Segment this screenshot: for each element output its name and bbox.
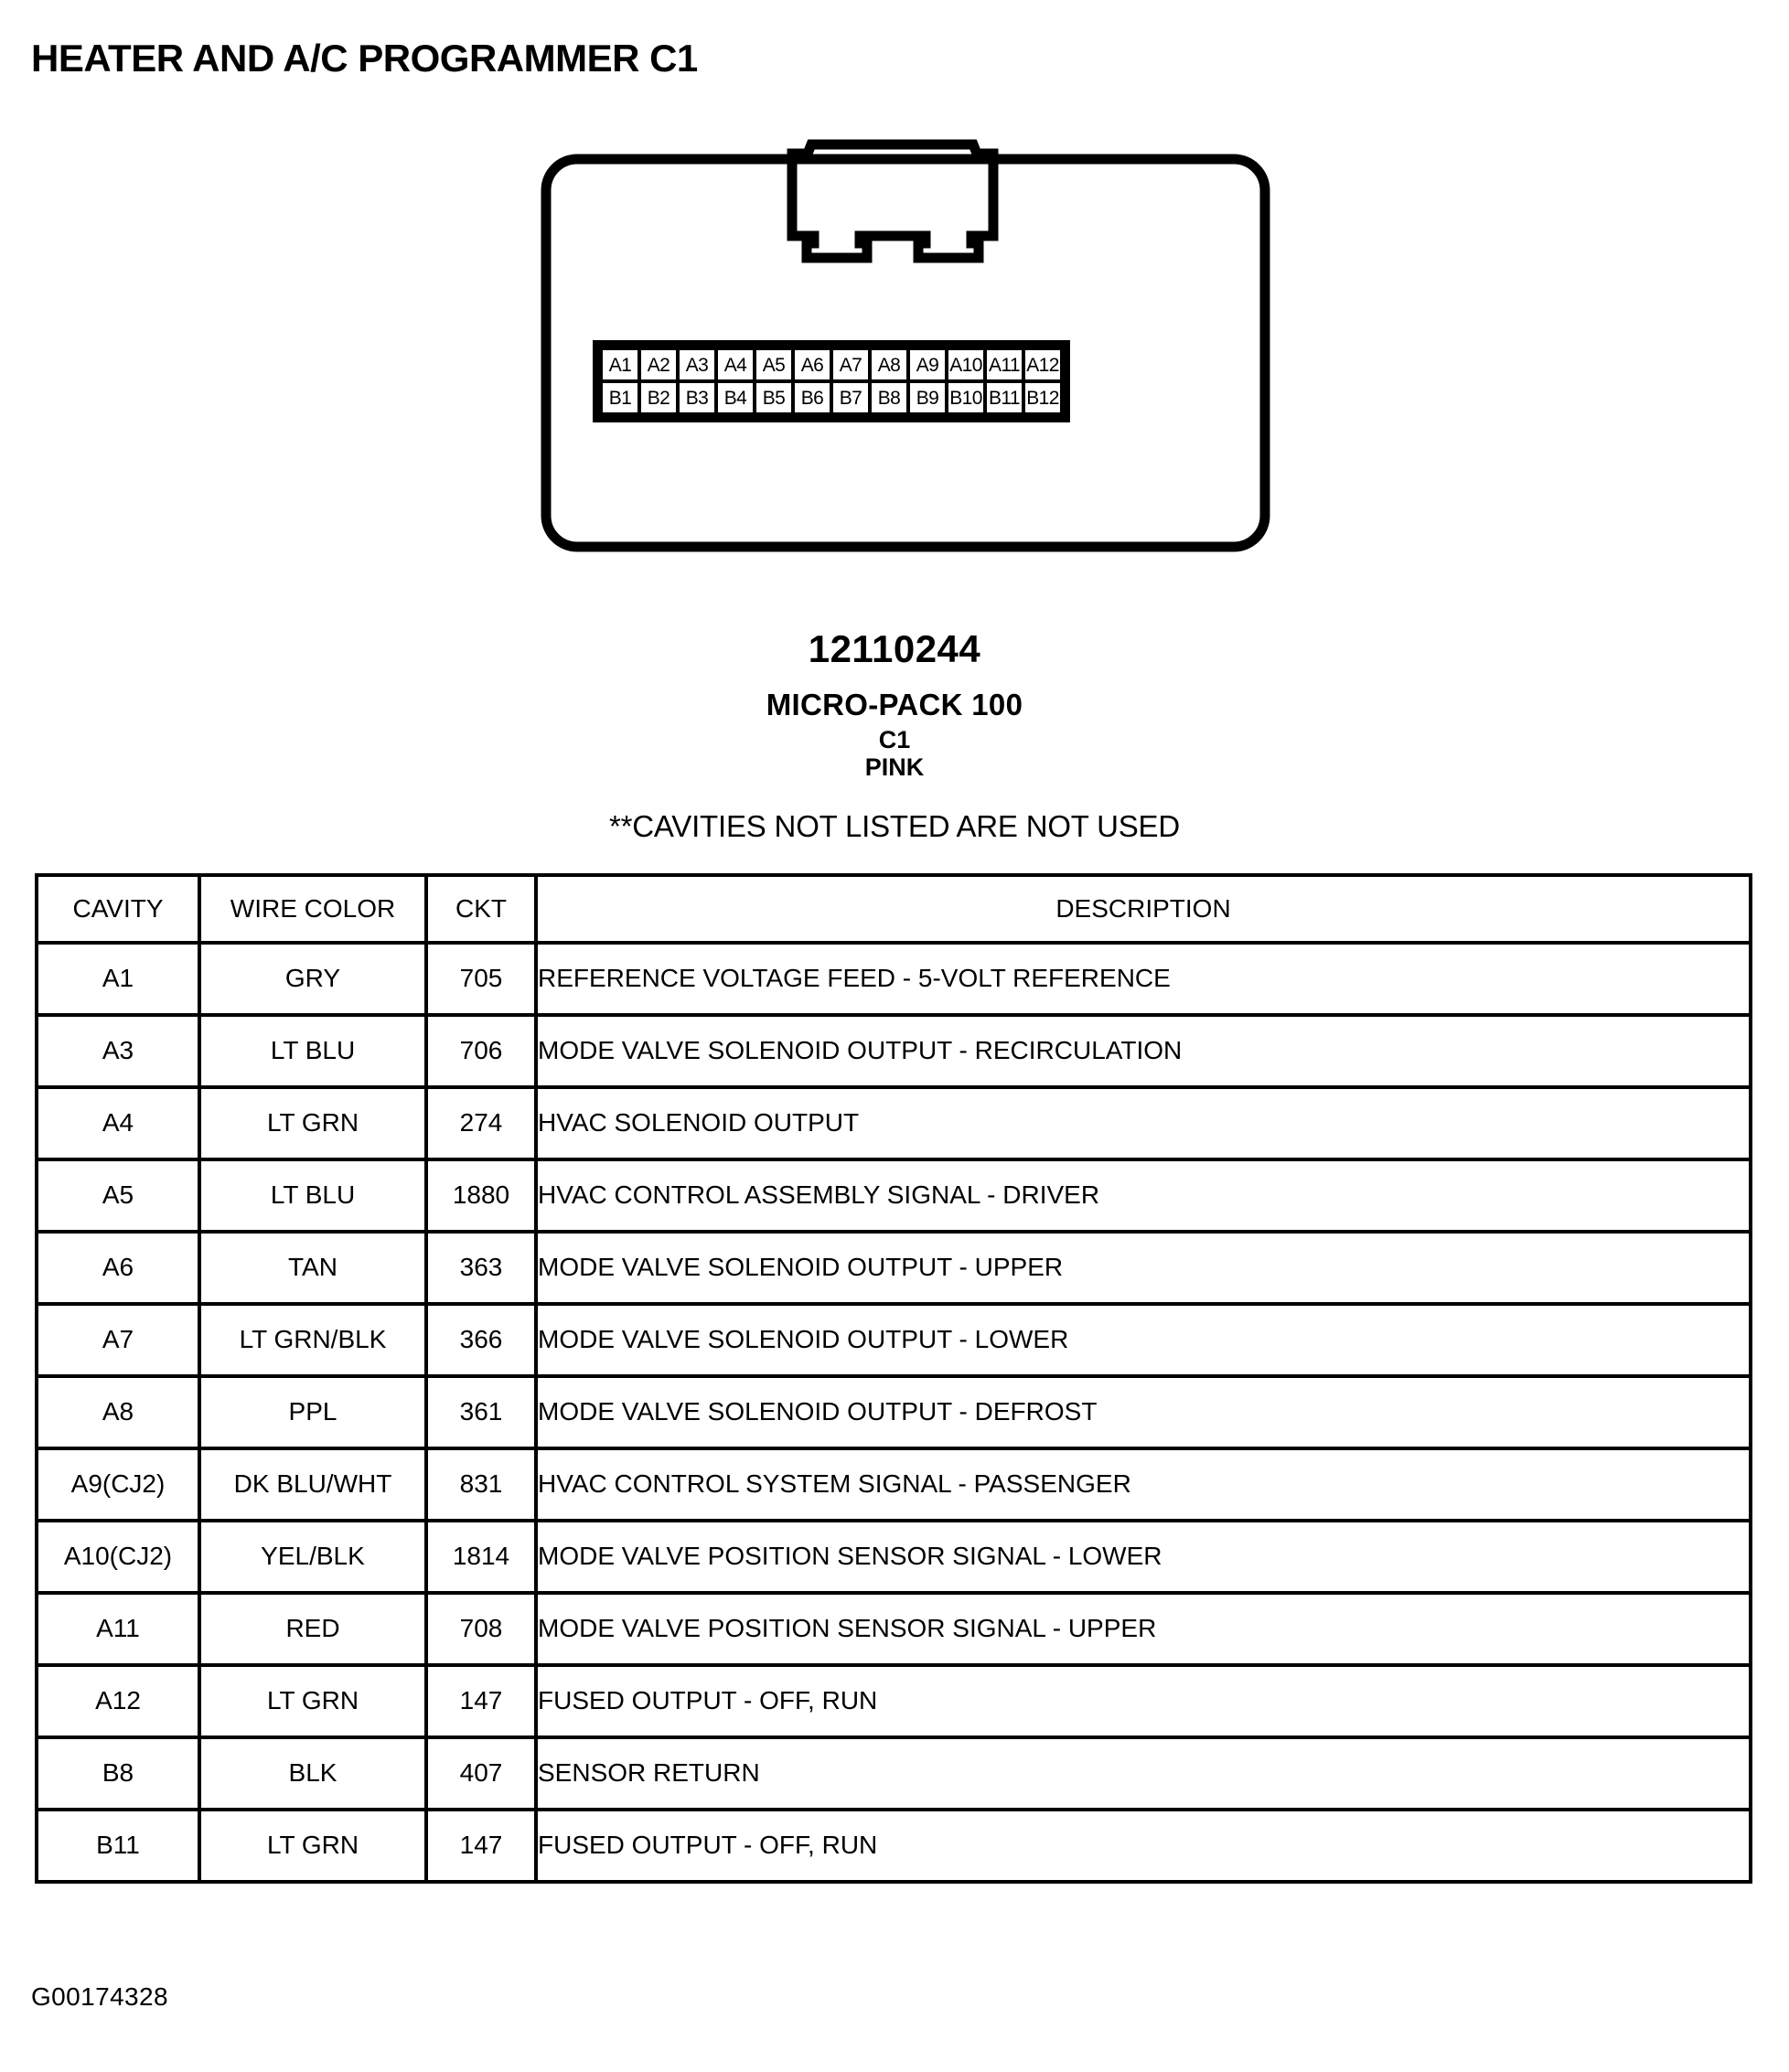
figure-id: G00174328 <box>31 1982 168 2011</box>
cell-wire-color: LT GRN <box>199 1087 426 1159</box>
pin-cell-b6[interactable]: B6 <box>795 383 830 412</box>
pin-cell-a1[interactable]: A1 <box>603 350 637 379</box>
pin-cavity-grid <box>593 340 1070 422</box>
table-row <box>37 1810 1751 1882</box>
cell-ckt: 361 <box>426 1376 536 1448</box>
cell-ckt: 1814 <box>426 1521 536 1593</box>
cell-wire-color: RED <box>199 1593 426 1665</box>
table-row <box>37 1232 1751 1304</box>
column-header-cavity: CAVITY <box>37 875 199 943</box>
cell-cavity: A5 <box>37 1159 199 1232</box>
cell-wire-color: BLK <box>199 1737 426 1810</box>
pin-cell-a6[interactable]: A6 <box>795 350 830 379</box>
table-row <box>37 1159 1751 1232</box>
pin-cell-b3[interactable]: B3 <box>680 383 714 412</box>
pin-cell-b10[interactable]: B10 <box>948 383 983 412</box>
cell-description: MODE VALVE SOLENOID OUTPUT - DEFROST <box>536 1376 1751 1448</box>
cell-ckt: 1880 <box>426 1159 536 1232</box>
cell-description: FUSED OUTPUT - OFF, RUN <box>536 1665 1751 1737</box>
cell-description: MODE VALVE POSITION SENSOR SIGNAL - LOWER <box>536 1521 1751 1593</box>
cell-ckt: 363 <box>426 1232 536 1304</box>
connector-id: C1 <box>878 725 911 753</box>
cell-cavity: A10(CJ2) <box>37 1521 199 1593</box>
cavities-note: **CAVITIES NOT LISTED ARE NOT USED <box>608 809 1181 844</box>
table-header-row <box>37 875 1751 943</box>
pin-cell-a12[interactable]: A12 <box>1025 350 1060 379</box>
cell-wire-color: DK BLU/WHT <box>199 1448 426 1521</box>
pin-cell-a3[interactable]: A3 <box>680 350 714 379</box>
cell-description: MODE VALVE POSITION SENSOR SIGNAL - UPPER <box>536 1593 1751 1665</box>
column-header-ckt: CKT <box>426 875 536 943</box>
pin-cell-b4[interactable]: B4 <box>718 383 753 412</box>
cell-ckt: 708 <box>426 1593 536 1665</box>
cell-description: MODE VALVE SOLENOID OUTPUT - UPPER <box>536 1232 1751 1304</box>
cell-description: HVAC SOLENOID OUTPUT <box>536 1087 1751 1159</box>
cell-description: MODE VALVE SOLENOID OUTPUT - LOWER <box>536 1304 1751 1376</box>
column-header-wire-color: WIRE COLOR <box>199 875 426 943</box>
pin-cell-b1[interactable]: B1 <box>603 383 637 412</box>
cell-cavity: A7 <box>37 1304 199 1376</box>
cell-ckt: 147 <box>426 1810 536 1882</box>
pin-cell-a2[interactable]: A2 <box>641 350 676 379</box>
cell-wire-color: GRY <box>199 943 426 1015</box>
cell-wire-color: TAN <box>199 1232 426 1304</box>
cell-cavity: A3 <box>37 1015 199 1087</box>
pin-cell-b2[interactable]: B2 <box>641 383 676 412</box>
table-row <box>37 1087 1751 1159</box>
cell-cavity: A9(CJ2) <box>37 1448 199 1521</box>
cell-description: MODE VALVE SOLENOID OUTPUT - RECIRCULATION <box>536 1015 1751 1087</box>
page-title: HEATER AND A/C PROGRAMMER C1 <box>31 37 698 80</box>
cell-wire-color: LT GRN/BLK <box>199 1304 426 1376</box>
cell-cavity: A4 <box>37 1087 199 1159</box>
pin-cell-a7[interactable]: A7 <box>833 350 868 379</box>
cell-ckt: 274 <box>426 1087 536 1159</box>
cell-wire-color: LT BLU <box>199 1159 426 1232</box>
cell-cavity: A12 <box>37 1665 199 1737</box>
pinout-table-body <box>37 943 1751 1882</box>
cell-description: FUSED OUTPUT - OFF, RUN <box>536 1810 1751 1882</box>
table-row <box>37 1376 1751 1448</box>
connector-captions <box>0 629 1789 843</box>
table-row <box>37 1304 1751 1376</box>
pinout-table <box>35 873 1752 1884</box>
cell-cavity: A8 <box>37 1376 199 1448</box>
cell-description: HVAC CONTROL ASSEMBLY SIGNAL - DRIVER <box>536 1159 1751 1232</box>
table-row <box>37 1665 1751 1737</box>
cell-cavity: A6 <box>37 1232 199 1304</box>
cell-ckt: 831 <box>426 1448 536 1521</box>
pin-cell-b5[interactable]: B5 <box>756 383 791 412</box>
cell-ckt: 706 <box>426 1015 536 1087</box>
cell-cavity: A1 <box>37 943 199 1015</box>
cell-wire-color: LT BLU <box>199 1015 426 1087</box>
pin-cell-a11[interactable]: A11 <box>987 350 1022 379</box>
pin-cell-a9[interactable]: A9 <box>910 350 945 379</box>
table-row <box>37 1593 1751 1665</box>
cell-description: HVAC CONTROL SYSTEM SIGNAL - PASSENGER <box>536 1448 1751 1521</box>
pin-row-a <box>603 350 1060 379</box>
table-row <box>37 1015 1751 1087</box>
pin-cell-a8[interactable]: A8 <box>872 350 906 379</box>
table-row <box>37 943 1751 1015</box>
table-row <box>37 1521 1751 1593</box>
cell-ckt: 407 <box>426 1737 536 1810</box>
pin-cell-b7[interactable]: B7 <box>833 383 868 412</box>
column-header-description: DESCRIPTION <box>536 875 1751 943</box>
cell-cavity: A11 <box>37 1593 199 1665</box>
connector-family: MICRO-PACK 100 <box>766 688 1023 722</box>
pin-cell-a4[interactable]: A4 <box>718 350 753 379</box>
cell-cavity: B11 <box>37 1810 199 1882</box>
cell-cavity: B8 <box>37 1737 199 1810</box>
cell-wire-color: PPL <box>199 1376 426 1448</box>
pin-row-b <box>603 383 1060 412</box>
pin-cell-b11[interactable]: B11 <box>987 383 1022 412</box>
cell-ckt: 366 <box>426 1304 536 1376</box>
pin-cell-b12[interactable]: B12 <box>1025 383 1060 412</box>
cell-wire-color: LT GRN <box>199 1810 426 1882</box>
cell-ckt: 147 <box>426 1665 536 1737</box>
pin-cell-b9[interactable]: B9 <box>910 383 945 412</box>
connector-diagram <box>521 101 1290 613</box>
connector-color: PINK <box>864 753 925 782</box>
table-row <box>37 1737 1751 1810</box>
cell-ckt: 705 <box>426 943 536 1015</box>
connector-part-number: 12110244 <box>808 627 981 670</box>
cell-wire-color: LT GRN <box>199 1665 426 1737</box>
table-row <box>37 1448 1751 1521</box>
pin-cell-a10[interactable]: A10 <box>948 350 983 379</box>
cell-description: REFERENCE VOLTAGE FEED - 5-VOLT REFERENCE <box>536 943 1751 1015</box>
pin-cell-b8[interactable]: B8 <box>872 383 906 412</box>
pin-cell-a5[interactable]: A5 <box>756 350 791 379</box>
cell-description: SENSOR RETURN <box>536 1737 1751 1810</box>
pinout-table-head <box>37 875 1751 943</box>
cell-wire-color: YEL/BLK <box>199 1521 426 1593</box>
